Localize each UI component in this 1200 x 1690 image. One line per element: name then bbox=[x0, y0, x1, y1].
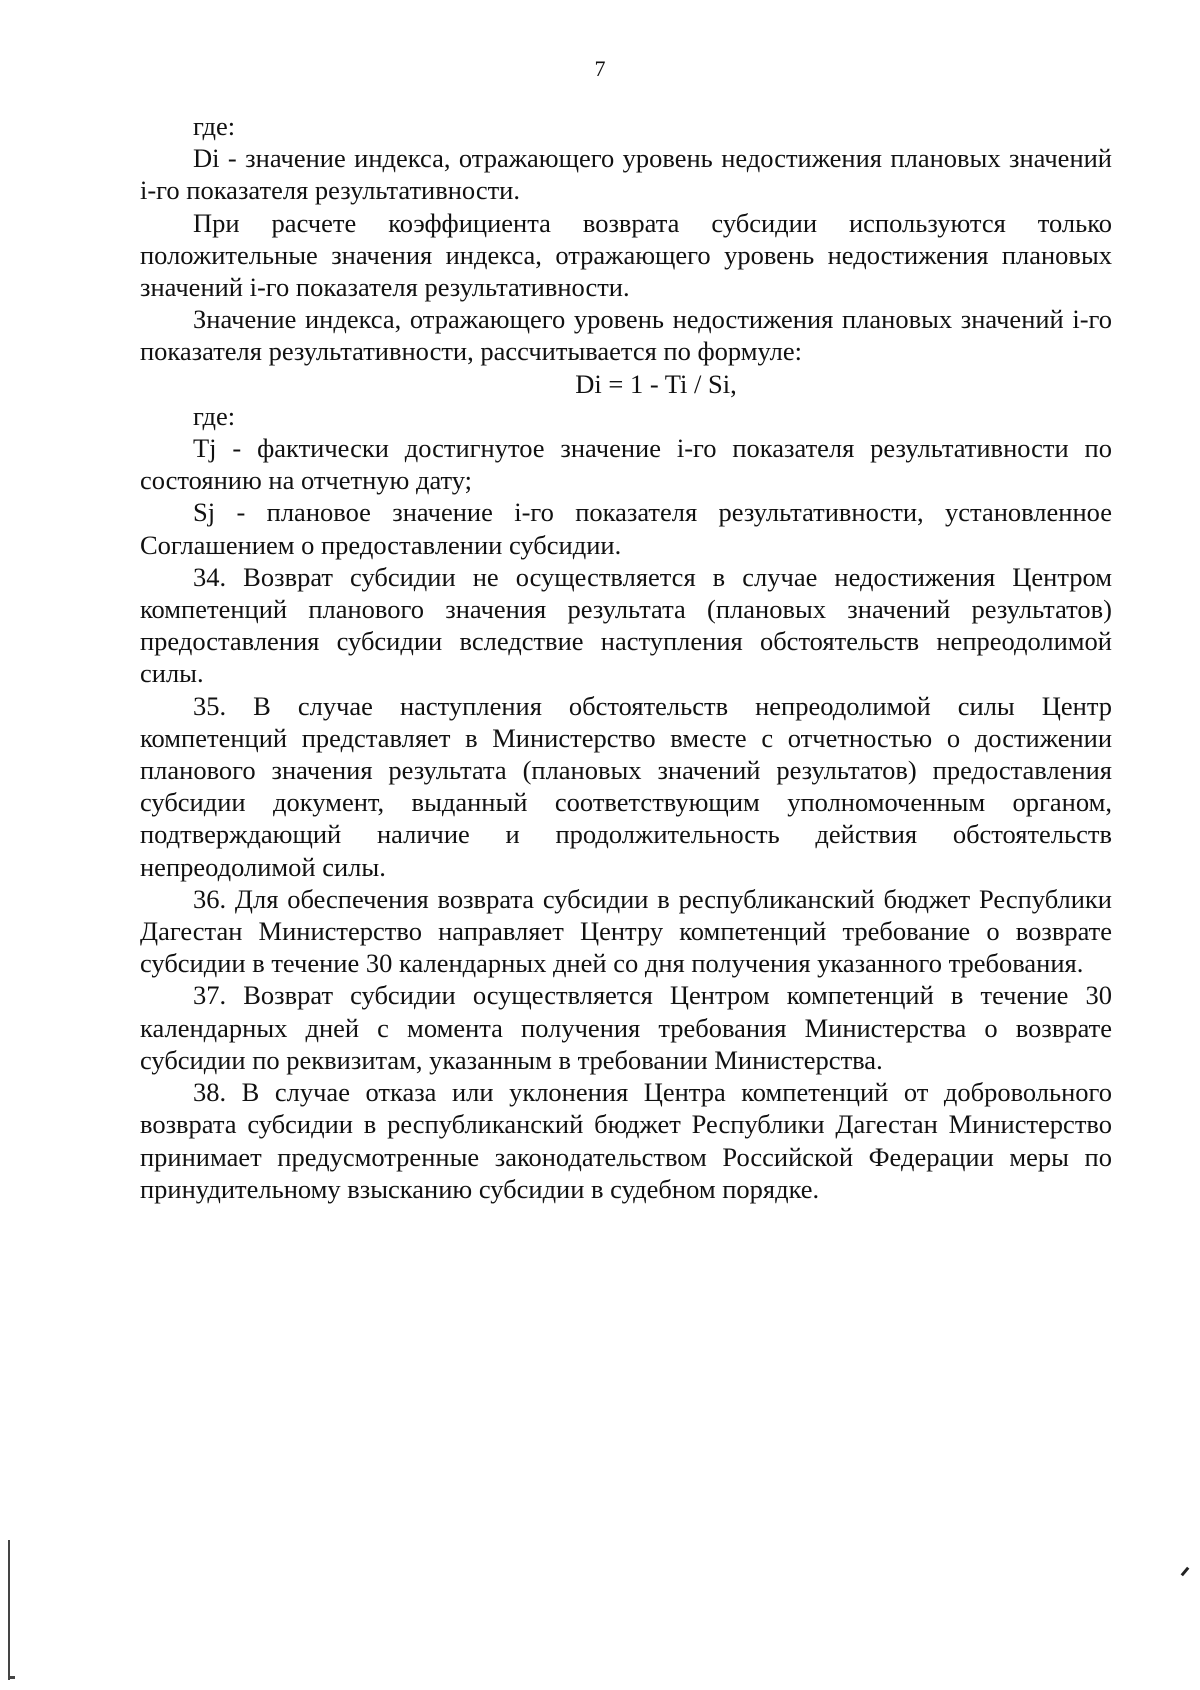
clause-36: 36. Для обеспечения возврата субсидии в республиканский бюджет Республики Дагестан Министерство направляет Центру компетенций требование о возврате субсидии в течение 30 календарных дней со дня получения указанного требования. bbox=[140, 883, 1112, 979]
clause-35: 35. В случае наступления обстоятельств непреодолимой силы Центр компетенций представляет в Министерство вместе с отчетностью о достижении планового значения результата (плановых значений результатов) предоставления субсидии документ, выданный соответствующим уполномоченным органом, подтверждающий наличие и продолжительность действия обстоятельств непреодолимой силы. bbox=[140, 690, 1112, 882]
scan-edge-tick bbox=[8, 1676, 15, 1679]
scan-artifact-mark bbox=[1181, 1567, 1190, 1577]
formula-di: Di = 1 - Ti / Si, bbox=[575, 368, 737, 399]
page-number: 7 bbox=[594, 56, 606, 81]
document-body bbox=[140, 110, 1112, 1205]
paragraph-tj-definition: Tj - фактически достигнутое значение i-го показателя результативности по состоянию на отчетную дату; bbox=[140, 433, 1112, 496]
paragraph-where-1: где: bbox=[193, 111, 236, 141]
paragraph-positive-values: При расчете коэффициента возврата субсидии используются только положительные значения индекса, отражающего уровень недостижения плановых значений i-го показателя результативности. bbox=[140, 207, 1112, 303]
scan-edge-line bbox=[8, 1540, 10, 1680]
paragraph-index-formula-intro: Значение индекса, отражающего уровень недостижения плановых значений i-го показателя результативности, рассчитывается по формуле: bbox=[140, 304, 1112, 367]
clause-34: 34. Возврат субсидии не осуществляется в случае недостижения Центром компетенций планового значения результата (плановых значений результатов) предоставления субсидии вследствие наступления обстоятельств непреодолимой силы. bbox=[140, 561, 1112, 689]
paragraph-where-2: где: bbox=[193, 400, 236, 431]
paragraph-sj-definition: Sj - плановое значение i-го показателя результативности, установленное Соглашением о предоставлении субсидии. bbox=[140, 497, 1112, 560]
clause-38: 38. В случае отказа или уклонения Центра компетенций от добровольного возврата субсидии в республиканский бюджет Республики Дагестан Министерство принимает предусмотренные законодательством Российской Федерации меры по принудительному взысканию субсидии в судебном порядке. bbox=[140, 1077, 1112, 1204]
paragraph-di-definition: Di - значение индекса, отражающего уровень недостижения плановых значений i-го показателя результативности. bbox=[140, 143, 1112, 206]
clause-37: 37. Возврат субсидии осуществляется Центром компетенций в течение 30 календарных дней с момента получения требования Министерства о возврате субсидии по реквизитам, указанным в требовании Министерства. bbox=[140, 980, 1112, 1075]
